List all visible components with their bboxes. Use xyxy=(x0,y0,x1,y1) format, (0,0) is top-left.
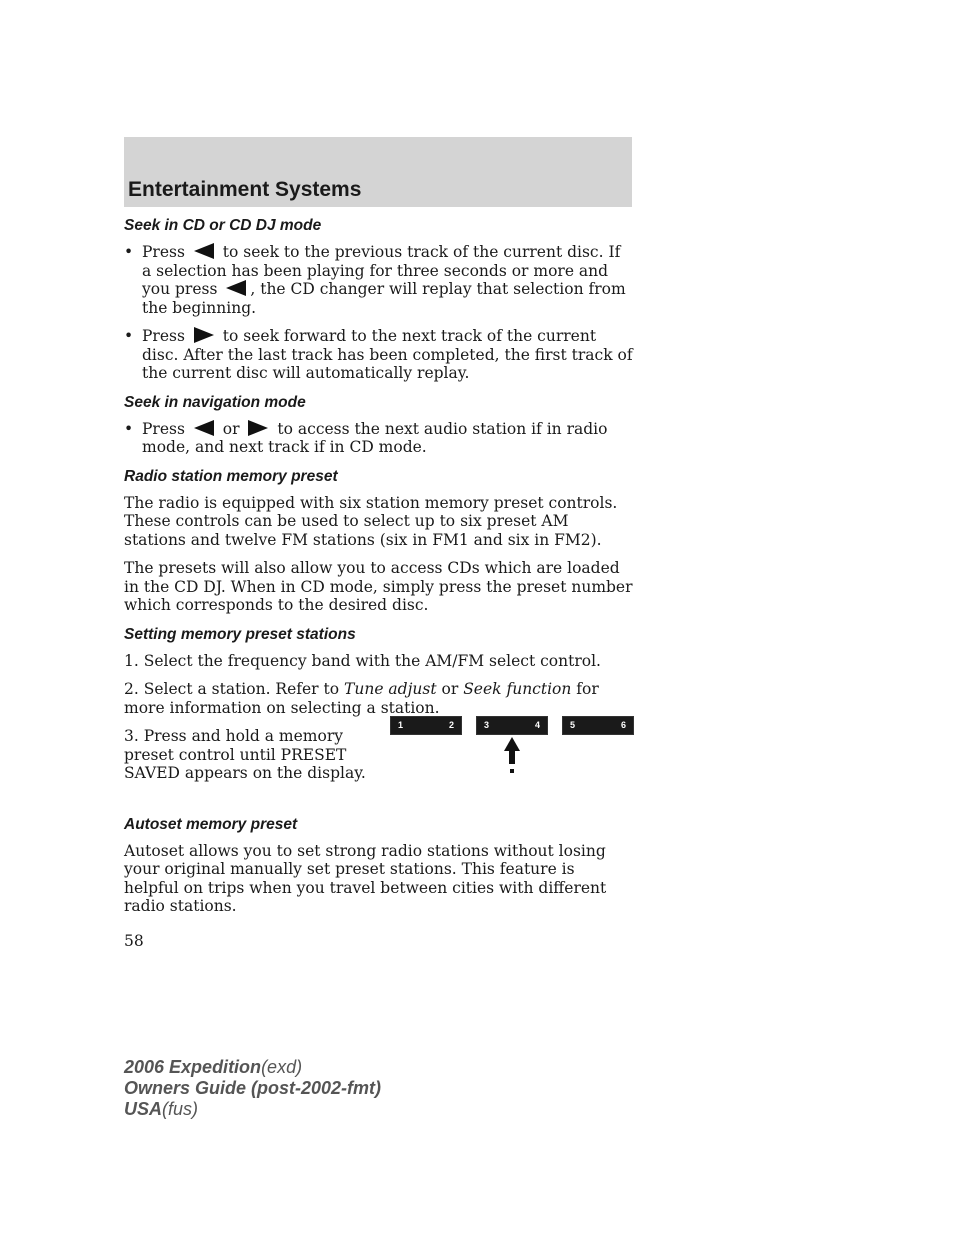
heading-autoset: Autoset memory preset xyxy=(124,815,298,833)
pointer-arrow-dot xyxy=(510,769,514,773)
heading-setting-preset: Setting memory preset stations xyxy=(124,625,356,643)
ref-tune-adjust: Tune adjust xyxy=(344,680,437,698)
section-title: Entertainment Systems xyxy=(128,178,362,201)
preset-button-1-2: 1 2 xyxy=(390,716,462,735)
preset-buttons-diagram xyxy=(390,716,634,778)
preset-button-3-4: 3 4 xyxy=(476,716,548,735)
section-header xyxy=(124,137,632,207)
seek-back-icon xyxy=(194,243,214,259)
preset-button-5-6: 5 6 xyxy=(562,716,634,735)
seek-back-icon xyxy=(194,420,214,436)
step-2: 2. Select a station. Refer to Tune adjust or Seek function for more information on selecting a station. xyxy=(124,680,599,717)
ref-seek-function: Seek function xyxy=(463,680,572,698)
paragraph-radio-preset-2: The presets will also allow you to access CDs which are loaded in the CD DJ. When in CD mode, simply press the preset number which corresponds to the desired disc. xyxy=(124,559,633,614)
pointer-arrow-shaft xyxy=(509,750,515,764)
bullet-seek-next: • Press to seek forward to the next track of the current disc. After the last track has been completed, the first track of the current disc will automatically replay. xyxy=(124,327,633,382)
bullet-dot: • xyxy=(124,419,134,438)
paragraph-radio-preset-1: The radio is equipped with six station memory preset controls. These controls can be used to select up to six preset AM stations and twelve FM stations (six in FM1 and six in FM2). xyxy=(124,493,618,549)
heading-radio-preset: Radio station memory preset xyxy=(124,467,338,485)
page-content xyxy=(124,216,634,926)
page-number: 58 xyxy=(124,932,144,950)
seek-forward-icon xyxy=(248,420,268,436)
bullet-seek-nav: • Press or to access the next audio station if in radio mode, and next track if in CD mode. xyxy=(124,419,608,456)
heading-seek-nav: Seek in navigation mode xyxy=(124,393,306,411)
bullet-dot: • xyxy=(124,243,134,261)
heading-seek-cd: Seek in CD or CD DJ mode xyxy=(124,217,322,234)
document-footer: 2006 Expedition(exd) Owners Guide (post-2002-fmt) USA(fus) xyxy=(124,1057,382,1119)
step-3: 3. Press and hold a memory preset control until PRESET SAVED appears on the display. xyxy=(124,727,366,782)
pointer-arrow-icon xyxy=(504,737,520,751)
seek-forward-icon xyxy=(194,327,214,343)
paragraph-autoset: Autoset allows you to set strong radio stations without losing your original manually set preset stations. This feature is helpful on trips when you travel between cities with different radio stations. xyxy=(124,841,607,915)
bullet-dot: • xyxy=(124,327,134,345)
step-1: 1. Select the frequency band with the AM/FM select control. xyxy=(124,651,601,670)
bullet-seek-previous: • Press to seek to the previous track of the current disc. If a selection has been playing for three seconds or more and you press , the CD changer will replay that selection from the beginning. xyxy=(124,243,626,317)
seek-back-icon xyxy=(226,280,246,296)
